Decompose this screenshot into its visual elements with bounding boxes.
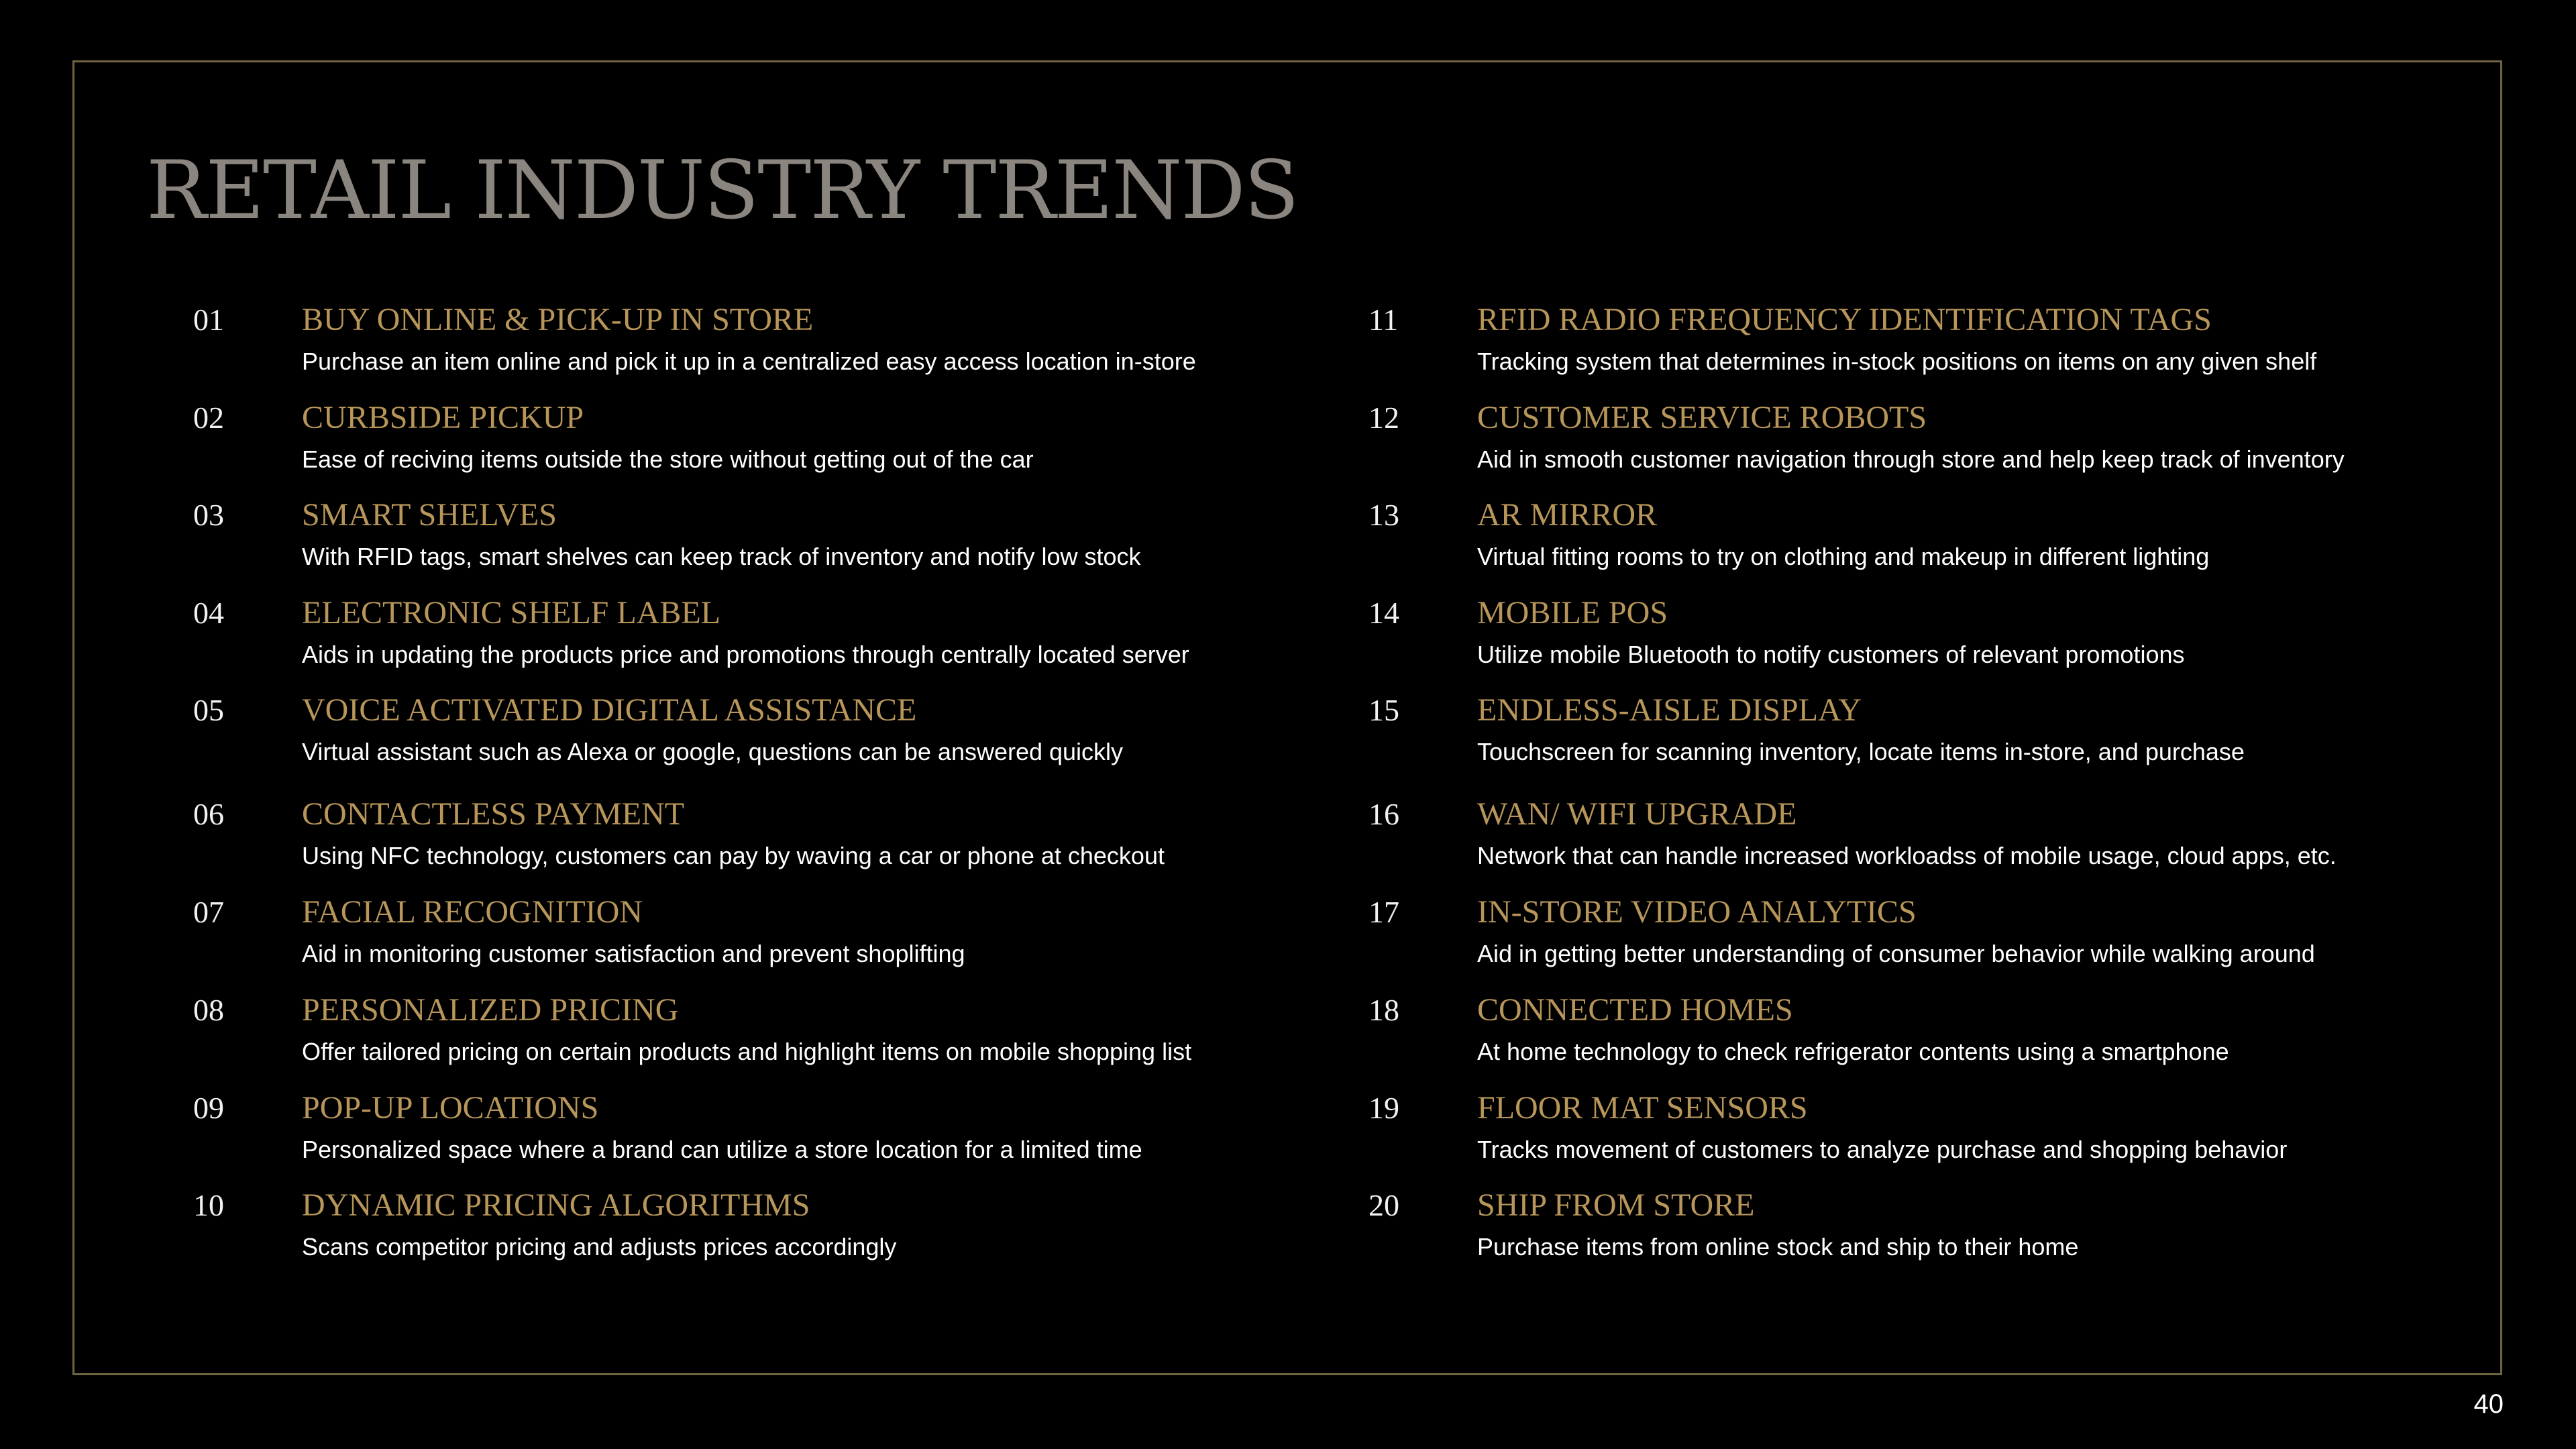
trend-description: With RFID tags, smart shelves can keep track of inventory and notify low stock [302, 543, 1141, 570]
trend-description: Aids in updating the products price and promotions through centrally located server [302, 641, 1189, 668]
trend-description: Using NFC technology, customers can pay by waving a car or phone at checkout [302, 842, 1165, 869]
trend-item [0, 1184, 1275, 1278]
trend-description: Aid in getting better understanding of consumer behavior while walking around [1477, 940, 2315, 967]
trend-number: 03 [193, 498, 224, 532]
trend-number: 05 [193, 693, 224, 727]
trend-title: VOICE ACTIVATED DIGITAL ASSISTANCE [302, 692, 917, 728]
trend-description: Aid in monitoring customer satisfaction and prevent shoplifting [302, 940, 965, 967]
trend-description: Tracks movement of customers to analyze purchase and shopping behavior [1477, 1136, 2288, 1163]
trend-description: Scans competitor pricing and adjusts prices accordingly [302, 1233, 897, 1260]
trend-number: 06 [193, 797, 224, 831]
trend-title: PERSONALIZED PRICING [302, 992, 679, 1028]
trend-item [0, 989, 1275, 1083]
trend-item [0, 299, 1275, 392]
page-title: RETAIL INDUSTRY TRENDS [146, 144, 1298, 237]
trend-item [1175, 494, 2450, 588]
trend-title: ELECTRONIC SHELF LABEL [302, 595, 720, 631]
trend-number: 10 [193, 1188, 224, 1222]
trend-description: Utilize mobile Bluetooth to notify customers of relevant promotions [1477, 641, 2185, 668]
trend-title: POP-UP LOCATIONS [302, 1090, 599, 1126]
trend-item [1175, 396, 2450, 490]
trend-description: Virtual assistant such as Alexa or google, questions can be answered quickly [302, 738, 1124, 765]
trend-item [0, 396, 1275, 490]
trend-item [1175, 989, 2450, 1083]
trend-item [1175, 1184, 2450, 1278]
trend-description: Tracking system that determines in-stock positions on items on any given shelf [1477, 347, 2317, 375]
trend-number: 14 [1368, 596, 1399, 630]
trend-item [1175, 299, 2450, 392]
trend-item [1175, 1087, 2450, 1181]
trend-title: FACIAL RECOGNITION [302, 894, 643, 930]
trend-number: 01 [193, 303, 224, 337]
trend-number: 11 [1368, 303, 1399, 337]
trend-description: Personalized space where a brand can utilize a store location for a limited time [302, 1136, 1142, 1163]
trend-title: AR MIRROR [1477, 497, 1658, 533]
trend-item [0, 891, 1275, 985]
trend-title: WAN/ WIFI UPGRADE [1477, 796, 1797, 832]
trend-description: Ease of reciving items outside the store without getting out of the car [302, 445, 1034, 473]
trend-title: RFID RADIO FREQUENCY IDENTIFICATION TAGS [1477, 302, 2212, 337]
trend-description: Aid in smooth customer navigation through store and help keep track of inventory [1477, 445, 2345, 473]
trend-number: 16 [1368, 797, 1399, 831]
trend-number: 19 [1368, 1091, 1399, 1125]
trend-number: 08 [193, 993, 224, 1027]
trend-item [1175, 793, 2450, 887]
trend-item [1175, 891, 2450, 985]
trend-item [0, 592, 1275, 686]
trend-title: ENDLESS-AISLE DISPLAY [1477, 692, 1862, 728]
trend-title: CUSTOMER SERVICE ROBOTS [1477, 400, 1927, 435]
trend-item [0, 689, 1275, 783]
trend-title: CONTACTLESS PAYMENT [302, 796, 685, 832]
trend-number: 12 [1368, 400, 1399, 435]
trend-item [0, 793, 1275, 887]
trend-description: Touchscreen for scanning inventory, locate items in-store, and purchase [1477, 738, 2245, 765]
trend-title: FLOOR MAT SENSORS [1477, 1090, 1808, 1126]
trend-title: DYNAMIC PRICING ALGORITHMS [302, 1187, 810, 1223]
trend-description: Purchase items from online stock and ship to their home [1477, 1233, 2079, 1260]
trend-number: 17 [1368, 895, 1399, 929]
trend-title: CURBSIDE PICKUP [302, 400, 584, 435]
trend-number: 04 [193, 596, 224, 630]
trend-title: BUY ONLINE & PICK-UP IN STORE [302, 302, 814, 337]
trend-description: Network that can handle increased workloadss of mobile usage, cloud apps, etc. [1477, 842, 2337, 869]
trend-item [0, 1087, 1275, 1181]
page-number: 40 [2473, 1389, 2504, 1419]
trend-title: IN-STORE VIDEO ANALYTICS [1477, 894, 1917, 930]
trend-description: Offer tailored pricing on certain products and highlight items on mobile shopping list [302, 1038, 1192, 1065]
trend-title: MOBILE POS [1477, 595, 1668, 631]
trend-description: Purchase an item online and pick it up in a centralized easy access location in-store [302, 347, 1196, 375]
trend-description: At home technology to check refrigerator contents using a smartphone [1477, 1038, 2229, 1065]
trend-description: Virtual fitting rooms to try on clothing and makeup in different lighting [1477, 543, 2210, 570]
trend-number: 02 [193, 400, 224, 435]
trend-title: SMART SHELVES [302, 497, 557, 533]
trend-number: 07 [193, 895, 224, 929]
trend-number: 18 [1368, 993, 1399, 1027]
trend-item [1175, 689, 2450, 783]
trend-number: 20 [1368, 1188, 1399, 1222]
trend-number: 15 [1368, 693, 1399, 727]
trend-number: 13 [1368, 498, 1399, 532]
trend-title: CONNECTED HOMES [1477, 992, 1793, 1028]
trend-number: 09 [193, 1091, 224, 1125]
trend-title: SHIP FROM STORE [1477, 1187, 1755, 1223]
trend-item [0, 494, 1275, 588]
trend-item [1175, 592, 2450, 686]
